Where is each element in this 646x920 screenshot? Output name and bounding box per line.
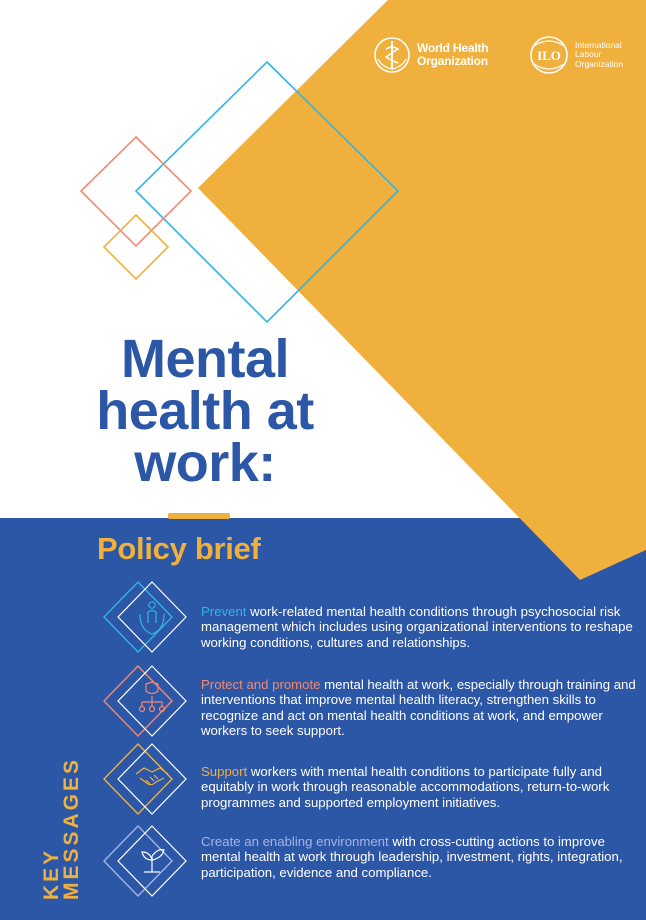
message-prevent-text: work-related mental health conditions through psychosocial risk management which includes using organizational interventions to reshape working conditions, cultures and relationships.: [201, 604, 633, 650]
support-icon-group: [100, 740, 190, 818]
message-protect-text: mental health at work, especially through training and interventions that improve mental health literacy, strengthen skills to recognize and act on mental health conditions at work, and empower workers to seek support.: [201, 677, 636, 739]
message-prevent-highlight: Prevent: [201, 604, 247, 619]
ilo-emblem-mark: ILO: [537, 48, 561, 63]
key-messages-line1: KEY: [40, 847, 63, 900]
orange-diamond-shape: [198, 0, 646, 580]
message-support-text: workers with mental health conditions to participate fully and equitably in work through reasonable accommodations, return-to-work programmes and supported employment initiatives.: [201, 764, 610, 810]
message-environment-highlight: Create an enabling environment: [201, 834, 389, 849]
who-logo: [372, 35, 502, 75]
title-divider: [168, 513, 230, 519]
key-messages-line2: MESSAGES: [60, 756, 83, 900]
message-protect: [201, 677, 641, 739]
who-emblem-icon: [372, 35, 412, 75]
ilo-logo: [528, 34, 643, 76]
page-subtitle: Policy brief: [97, 531, 261, 566]
ilo-name-line2: Labour: [575, 49, 602, 60]
message-environment: [201, 834, 641, 880]
ilo-emblem-icon: [528, 34, 570, 76]
message-support: [201, 764, 641, 810]
page-title: [60, 329, 350, 493]
handshake-icon: [136, 768, 168, 785]
seedling-icon: [142, 850, 164, 872]
ilo-name-line1: International: [575, 39, 622, 50]
shield-network-icon: [140, 682, 165, 712]
title-line-1: Mental: [120, 329, 290, 389]
who-name-line2: Organization: [417, 54, 488, 68]
who-name-line1: World Health: [417, 41, 489, 55]
title-line-2: health at: [96, 381, 314, 441]
ilo-name-line3: Organization: [575, 58, 624, 69]
key-messages-label: [40, 748, 84, 898]
prevent-icon-group: [100, 578, 190, 656]
protect-icon-group: [100, 662, 190, 740]
message-support-highlight: Support: [201, 764, 248, 779]
message-environment-text: with cross-cutting actions to improve mental health at work through leadership, investment, rights, integration, participation, evidence and compliance.: [201, 834, 623, 880]
message-protect-highlight: Protect and promote: [201, 677, 321, 692]
environment-icon-group: [100, 822, 190, 900]
title-line-3: work:: [134, 433, 276, 493]
message-prevent: [201, 604, 641, 650]
